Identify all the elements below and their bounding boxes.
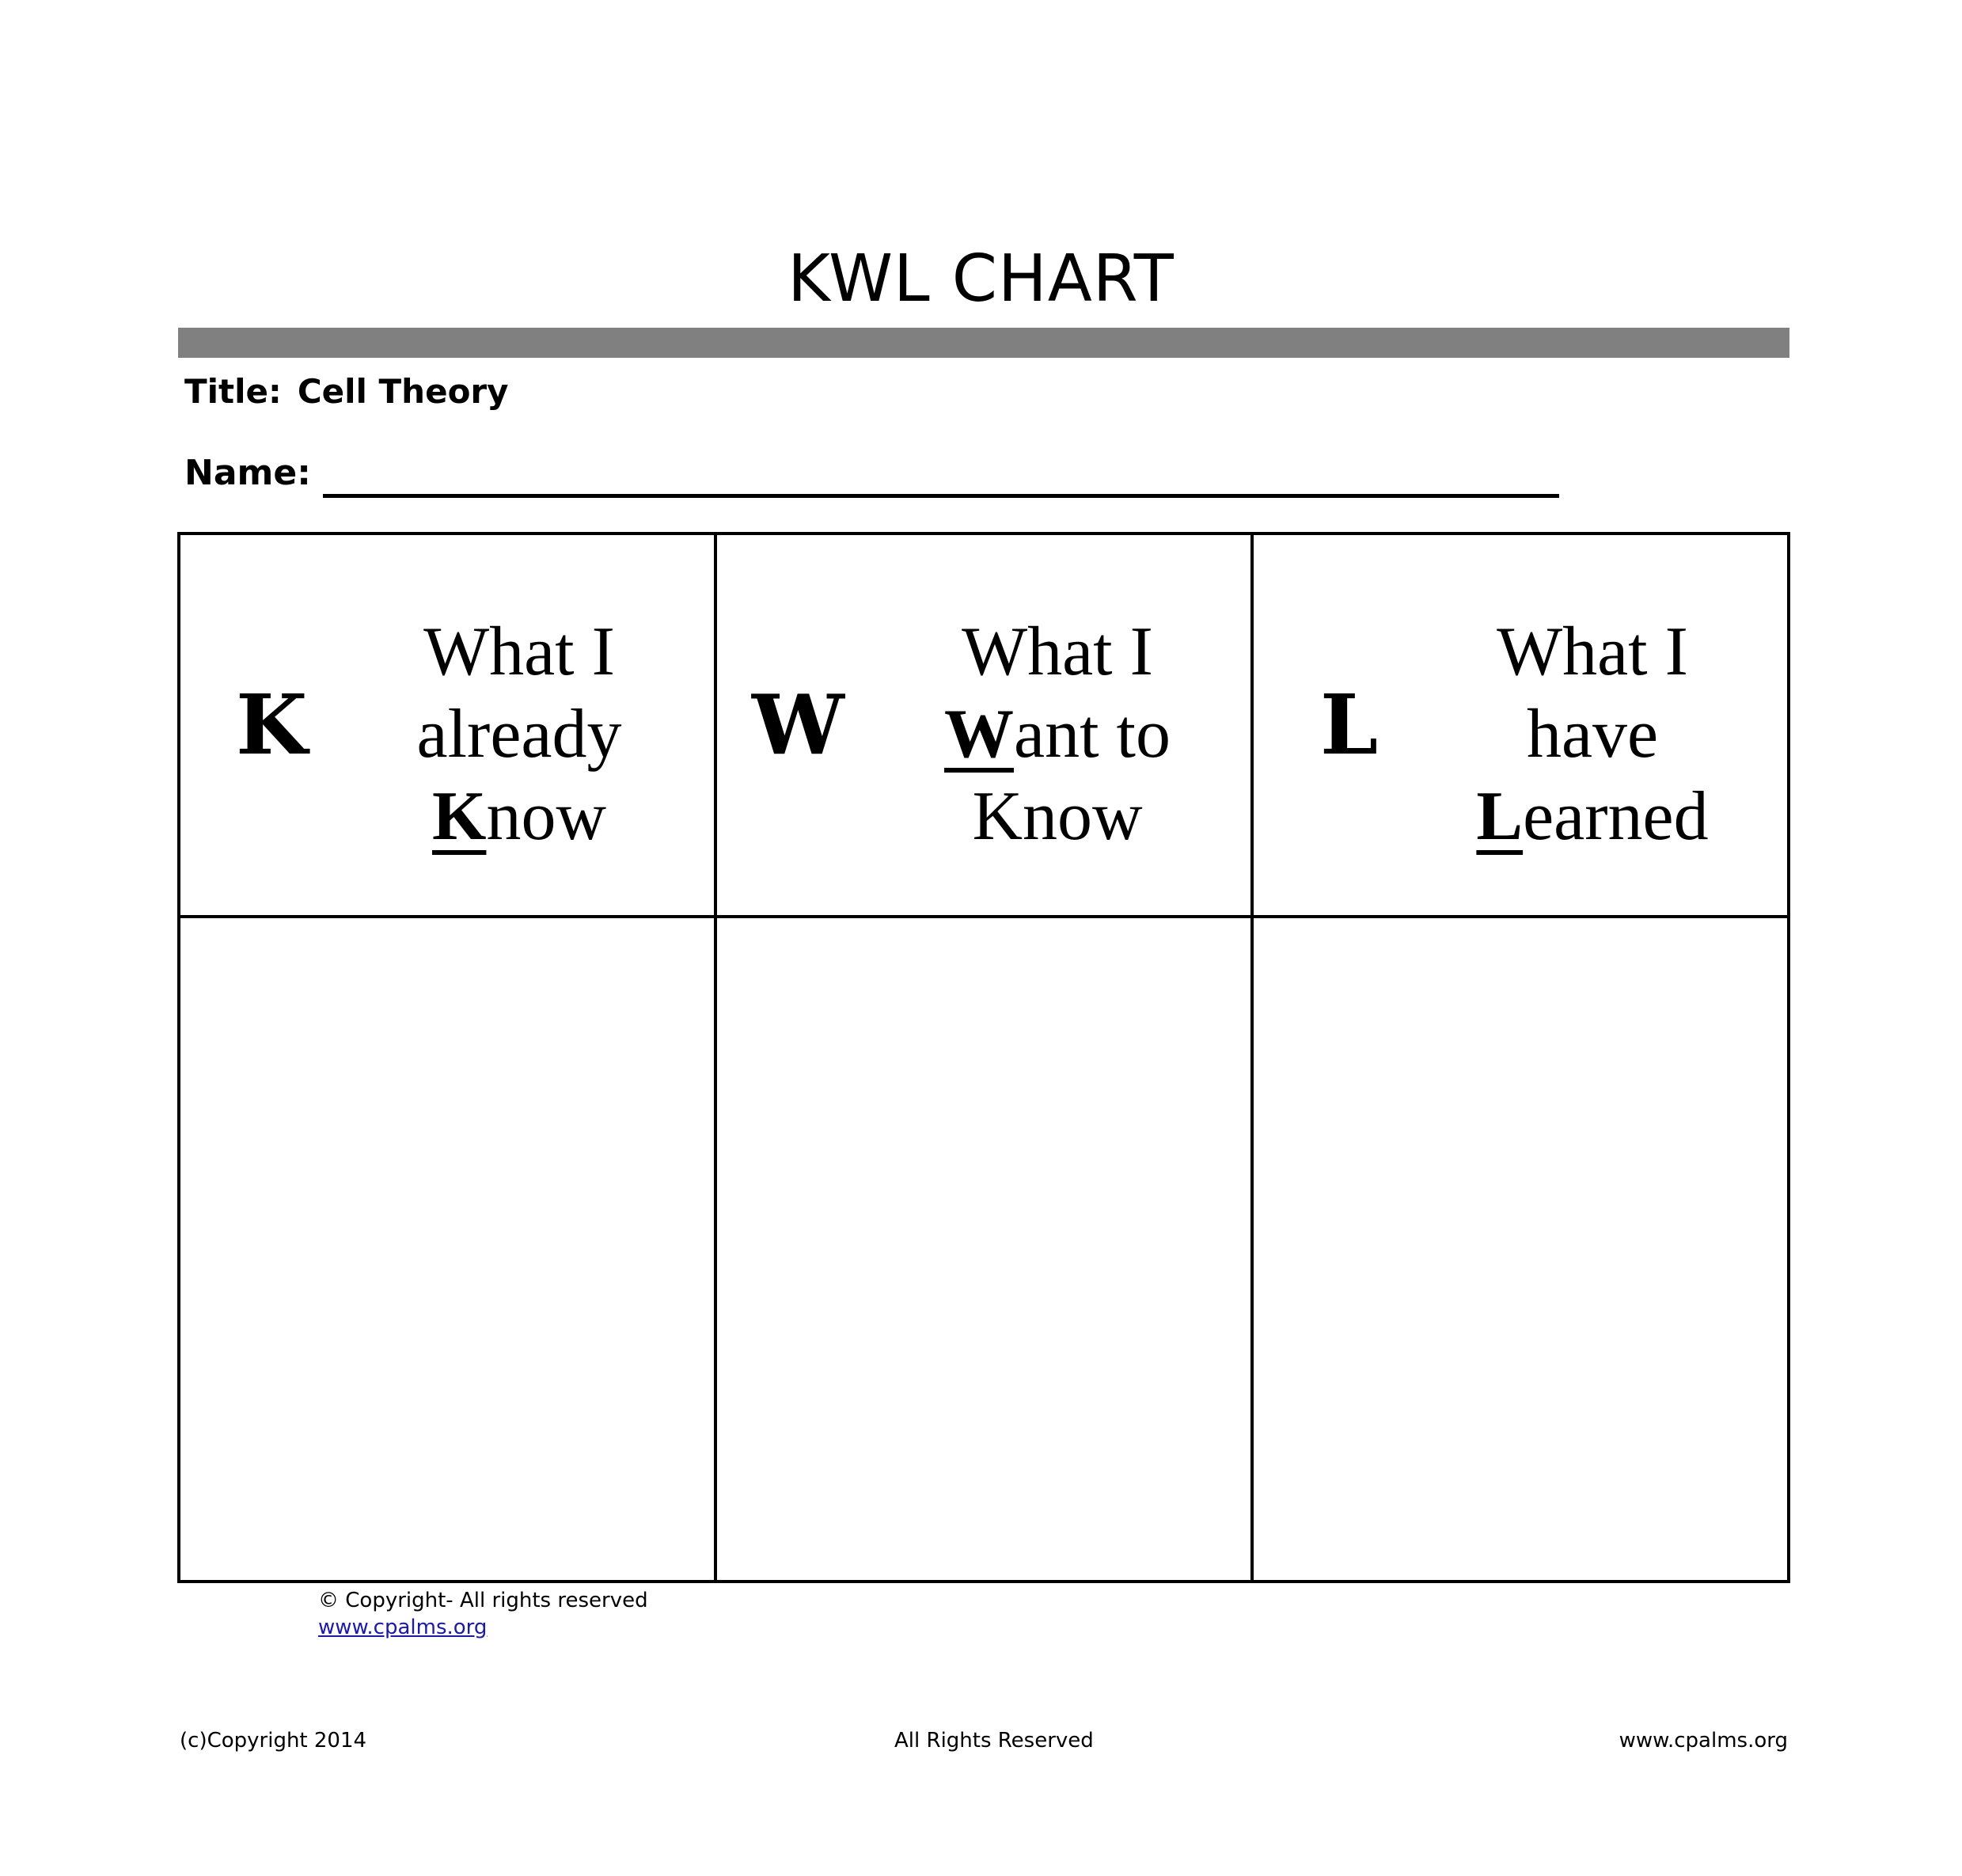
footer-copyright: (c)Copyright 2014	[180, 1729, 367, 1753]
learned-phrase-line3	[1442, 776, 1743, 858]
know-phrase-line3	[369, 776, 670, 858]
cpalms-link[interactable]: www.cpalms.org	[318, 1616, 488, 1639]
learned-header-cell	[1252, 534, 1789, 917]
know-key-letter: K	[431, 778, 487, 855]
topic-label: Title:	[184, 372, 282, 411]
want-phrase-line2	[907, 693, 1208, 776]
kwl-answer-row	[179, 917, 1789, 1582]
learned-phrase	[1442, 611, 1743, 858]
know-key-rest: now	[486, 778, 606, 855]
kwl-table	[177, 532, 1790, 1583]
kwl-header-row	[179, 534, 1789, 917]
learned-phrase-line1: What I	[1497, 613, 1688, 690]
know-phrase-line1: What I	[423, 613, 615, 690]
copyright-notice	[318, 1587, 648, 1641]
learned-phrase-line2: have	[1526, 696, 1659, 773]
footer-website: www.cpalms.org	[1619, 1729, 1788, 1753]
page-title: KWL CHART	[787, 241, 1175, 317]
title-divider	[178, 328, 1789, 358]
name-label: Name:	[184, 453, 311, 493]
want-phrase-line3: Know	[972, 778, 1143, 855]
copyright-text: © Copyright- All rights reserved	[318, 1589, 648, 1612]
want-letter: W	[752, 676, 844, 773]
topic-value: Cell Theory	[297, 372, 509, 411]
know-letter: K	[236, 676, 308, 773]
want-phrase	[907, 611, 1208, 858]
want-key-rest: ant to	[1014, 696, 1171, 773]
want-answer-cell[interactable]	[715, 917, 1252, 1582]
want-header-cell	[715, 534, 1252, 917]
want-phrase-line1: What I	[962, 613, 1153, 690]
learned-letter: L	[1320, 676, 1379, 773]
learned-key-letter: L	[1476, 778, 1524, 855]
know-phrase	[369, 611, 670, 858]
learned-key-rest: earned	[1523, 778, 1709, 855]
know-phrase-line2: already	[416, 696, 622, 773]
want-key-letter: W	[944, 696, 1015, 773]
learned-answer-cell[interactable]	[1252, 917, 1789, 1582]
know-answer-cell[interactable]	[179, 917, 715, 1582]
footer-rights: All Rights Reserved	[894, 1729, 1094, 1753]
know-header-cell	[179, 534, 715, 917]
name-blank-line[interactable]	[323, 494, 1559, 498]
topic-line	[184, 372, 509, 411]
